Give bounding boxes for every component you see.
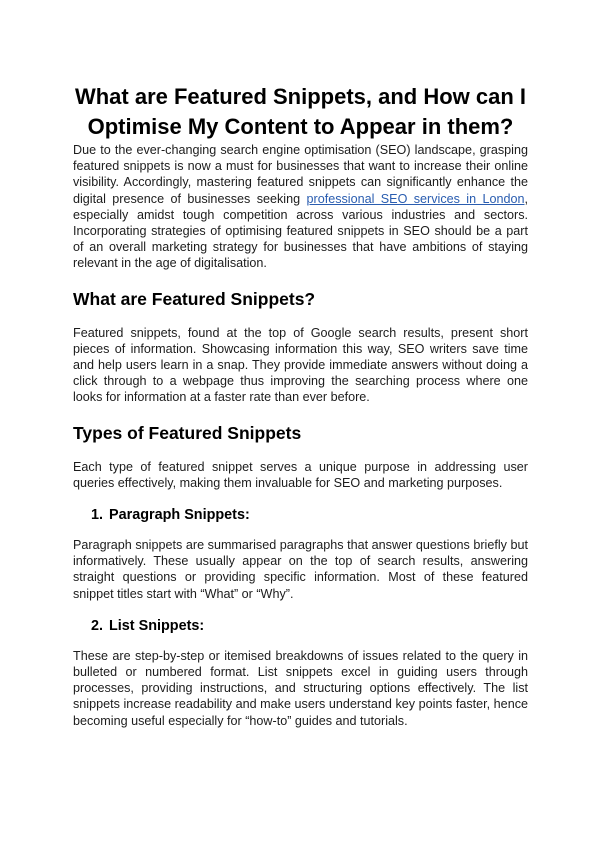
- section-heading-types-of-featured-snippets: Types of Featured Snippets: [73, 422, 302, 443]
- list-snippets-text: These are step-by-step or itemised breakdowns of issues related to the query in bulleted or numbered format. List snippets excel in guiding users through processes, providing instructions, and structuring options effectively. The list snippets increase readability and make users understand key points faster, hence becoming useful especially for “how-to” guides and tutorials.: [73, 648, 528, 728]
- paragraph-snippets-text: Paragraph snippets are summarised paragraphs that answer questions briefly but informatively. These usually appear on the top of search results, answering straight questions or providing specific information. Most of these featured snippet titles start with “What” or “Why”.: [73, 538, 528, 601]
- subheading-list-snippets: [91, 617, 528, 635]
- subheading-label: List Snippets:: [109, 617, 205, 634]
- list-number: 1.: [91, 507, 104, 524]
- intro-text-before-link: Due to the ever-changing search engine optimisation (SEO) landscape, grasping featured snippets is now a must for businesses that want to increase their online visibility. Accordingly, mastering featured snippets can significantly enhance the digital presence of businesses seeking: [73, 143, 528, 206]
- document-page: [73, 82, 528, 729]
- list-number: 2.: [91, 617, 104, 634]
- subheading-label: Paragraph Snippets:: [109, 507, 250, 524]
- seo-services-link[interactable]: professional SEO services in London: [306, 191, 525, 206]
- section-paragraph-types-of-featured-snippets: Each type of featured snippet serves a unique purpose in addressing user queries effectively, making them invaluable for SEO and marketing purposes.: [73, 459, 528, 490]
- section-heading-what-are-featured-snippets: What are Featured Snippets?: [73, 288, 316, 309]
- subheading-paragraph-snippets: [91, 506, 528, 524]
- document-title: What are Featured Snippets, and How can I Optimise My Content to Appear in them?: [74, 84, 527, 139]
- intro-text-after-link: , especially amidst tough competition across various industries and sectors. Incorporating strategies of optimising featured snippets in SEO should be a part of an overall marketing strategy for businesses that have ambitions of staying relevant in the age of digitalisation.: [73, 191, 529, 271]
- section-paragraph-what-are-featured-snippets: Featured snippets, found at the top of Google search results, present short pieces of information. Showcasing information this way, SEO writers save time and help users learn in a snap. They provide immediate answers without doing a click through to a webpage thus improving the searching process where one looks for information at a faster rate than ever before.: [73, 325, 528, 405]
- intro-paragraph: [73, 142, 528, 272]
